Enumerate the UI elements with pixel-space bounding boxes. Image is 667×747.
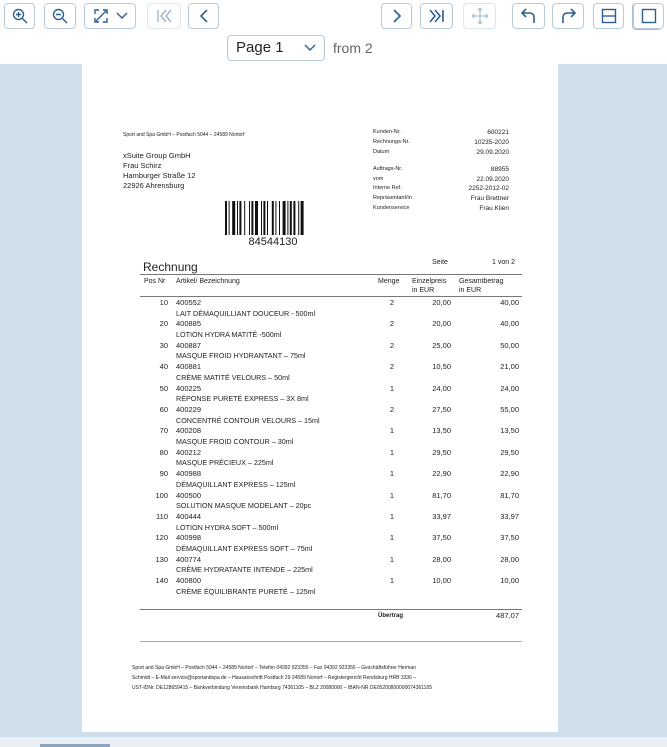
page-value: 1 von 2 (492, 259, 515, 266)
rotate-left-icon (520, 8, 538, 24)
barcode-bar (261, 201, 262, 235)
barcode-bar (275, 201, 276, 235)
first-page-button[interactable] (147, 3, 181, 29)
barcode-bar (237, 201, 238, 235)
cell-nr: 400881 (176, 362, 202, 372)
barcode-bar (263, 201, 265, 235)
cell-pos: 130 (155, 554, 168, 564)
zoom-out-button[interactable] (44, 3, 76, 29)
info-label: Interne Ref. (373, 185, 402, 191)
page-select[interactable] (227, 35, 325, 61)
cell-desc: MASQUE FROID CONTOUR – 30ml (176, 436, 294, 446)
single-view-button[interactable] (633, 3, 664, 29)
info-label: Kunden-Nr. (373, 129, 401, 135)
cell-desc: LOTION HYDRA MATITÉ -500ml (176, 329, 282, 339)
info-label: vom (373, 176, 384, 182)
footer-rule (140, 641, 522, 642)
cell-einzel: 81,70 (432, 490, 451, 500)
zoom-in-icon (12, 8, 28, 24)
footer-line: Sport and Spa GmbH – Postfach 5044 – 24589 Nortorf – Telefon 04392 923355 – Fax 04392 923356 – Geschäftsführer Herman (132, 665, 416, 671)
cell-gesamt: 33,97 (500, 512, 519, 521)
split-view-icon (601, 8, 617, 24)
cell-menge: 1 (389, 554, 394, 564)
cell-nr: 400885 (176, 319, 202, 329)
page-count-label: from 2 (333, 40, 373, 56)
zoom-out-icon (52, 8, 68, 24)
cell-gesamt: 29,50 (500, 447, 519, 457)
barcode-bar (290, 201, 292, 235)
cell-pos: 20 (159, 319, 168, 329)
recipient-line: 22926 Ahrensburg (123, 181, 185, 190)
cell-nr: 400552 (176, 298, 202, 307)
cell-desc: CONCENTRÉ CONTOUR VELOURS – 15ml (176, 415, 320, 425)
barcode-bar (229, 201, 230, 235)
move-icon (471, 7, 489, 25)
col-header-menge: Menge (378, 278, 400, 285)
cell-gesamt: 40,00 (500, 298, 519, 307)
cell-nr: 400998 (176, 533, 202, 543)
cell-pos: 140 (155, 576, 168, 586)
cell-nr: 400212 (176, 447, 202, 457)
cell-pos: 50 (159, 383, 168, 393)
rotate-right-icon (559, 8, 577, 24)
cell-gesamt: 50,00 (500, 340, 519, 350)
cell-einzel: 29,50 (432, 447, 451, 457)
sender-line: Sport and Spa GmbH – Postfach 5044 – 24589 Nortorf (123, 132, 245, 138)
invoice-title: Rechnung (143, 260, 198, 274)
cell-einzel: 25,00 (432, 340, 451, 350)
barcode-bar (272, 201, 274, 235)
cell-desc: RÉPONSE PURETÉ EXPRESS – 3X 8ml (176, 394, 309, 404)
cell-gesamt: 81,70 (500, 490, 519, 500)
chevron-left-icon (198, 8, 210, 24)
fit-page-dropdown[interactable] (84, 3, 136, 29)
next-page-button[interactable] (381, 3, 412, 29)
cell-gesamt: 21,00 (500, 362, 519, 372)
recipient-line: xSuite Group GmbH (123, 151, 191, 160)
info-label: Kundenservice (373, 205, 410, 211)
cell-nr: 400988 (176, 469, 202, 479)
header-rule (140, 296, 522, 297)
document-page (82, 64, 558, 732)
cell-menge: 2 (389, 340, 394, 350)
info-value: 88955 (490, 166, 509, 173)
pan-button[interactable] (463, 3, 496, 29)
header-rule (140, 274, 522, 275)
cell-gesamt: 37,50 (500, 533, 519, 543)
barcode-bar (283, 201, 286, 235)
horizontal-scrollbar[interactable] (0, 737, 667, 747)
info-value: 2252-2012-02 (468, 185, 509, 192)
uebertrag-label: Übertrag (378, 613, 404, 619)
cell-einzel: 13,50 (432, 426, 451, 436)
cell-menge: 1 (389, 533, 394, 543)
cell-gesamt: 10,00 (500, 576, 519, 586)
cell-gesamt: 40,00 (500, 319, 519, 329)
chevron-right-icon (391, 8, 403, 24)
info-value: 22.09.2020 (476, 176, 509, 183)
cell-einzel: 33,97 (432, 512, 451, 521)
rotate-right-button[interactable] (552, 3, 584, 29)
cell-nr: 400887 (176, 340, 202, 350)
cell-desc: CRÈME HYDRATANTE INTENDE – 225ml (176, 565, 313, 575)
recipient-line: Hamburger Straße 12 (123, 171, 196, 180)
cell-einzel: 24,00 (432, 383, 451, 393)
page-label: Seite (432, 259, 448, 266)
cell-einzel: 20,00 (432, 319, 451, 329)
info-label: Auftrags-Nr. (373, 166, 403, 172)
uebertrag-value: 487,07 (496, 611, 519, 620)
cell-menge: 1 (389, 447, 394, 457)
cell-einzel: 20,00 (432, 298, 451, 307)
cell-desc: CRÈME MATITÉ VELOURS – 50ml (176, 372, 290, 382)
barcode-bar (267, 201, 268, 235)
cell-menge: 1 (389, 490, 394, 500)
info-value: 10235-2020 (474, 139, 509, 146)
cell-menge: 1 (389, 469, 394, 479)
cell-menge: 1 (389, 576, 394, 586)
cell-nr: 400444 (176, 512, 202, 521)
col-header-einzel: in EUR (412, 287, 435, 294)
cell-gesamt: 13,50 (500, 426, 519, 436)
chevron-down-icon (116, 12, 128, 20)
col-header-pos: Pos Nr (144, 278, 166, 285)
barcode-bar (301, 201, 304, 235)
cell-einzel: 22,90 (432, 469, 451, 479)
recipient-line: Frau Schirz (123, 161, 162, 170)
info-value: 600221 (487, 129, 509, 136)
last-page-icon (428, 8, 446, 24)
info-value: Frau Brettner (470, 195, 509, 202)
cell-menge: 1 (389, 512, 394, 521)
cell-pos: 120 (155, 533, 168, 543)
barcode-bar (255, 201, 258, 235)
cell-nr: 400229 (176, 405, 202, 414)
barcode-bar (232, 201, 235, 235)
previous-page-button[interactable] (188, 3, 219, 29)
first-page-icon (155, 8, 173, 24)
cell-pos: 40 (159, 362, 168, 372)
barcode-bar (249, 201, 250, 235)
cell-menge: 1 (389, 383, 394, 393)
cell-pos: 30 (159, 340, 168, 350)
cell-nr: 400500 (176, 490, 202, 500)
barcode-bar (293, 201, 295, 235)
cell-gesamt: 55,00 (500, 405, 519, 414)
cell-desc: MASQUE FROID HYDRANTANT – 75ml (176, 351, 306, 361)
single-view-icon (641, 8, 657, 24)
cell-einzel: 10,50 (432, 362, 451, 372)
split-view-button[interactable] (593, 3, 624, 29)
barcode-bar (279, 201, 280, 235)
cell-menge: 2 (389, 405, 394, 414)
cell-nr: 400208 (176, 426, 202, 436)
last-page-button[interactable] (420, 3, 453, 29)
info-label: Rechnungs-Nr. (373, 139, 410, 145)
barcode-bar (298, 201, 299, 235)
cell-einzel: 27,50 (432, 405, 451, 414)
zoom-in-button[interactable] (4, 3, 35, 29)
expand-icon (92, 7, 110, 25)
cell-desc: MASQUE PRÉCIEUX – 225ml (176, 458, 274, 468)
cell-menge: 2 (389, 319, 394, 329)
cell-nr: 400774 (176, 554, 202, 564)
info-value: 29.09.2020 (476, 149, 509, 156)
cell-menge: 1 (389, 426, 394, 436)
cell-einzel: 37,50 (432, 533, 451, 543)
cell-menge: 2 (389, 298, 394, 307)
cell-pos: 60 (159, 405, 168, 414)
cell-einzel: 28,00 (432, 554, 451, 564)
cell-desc: DÉMAQUILLANT EXPRESS – 125ml (176, 479, 296, 489)
cell-gesamt: 24,00 (500, 383, 519, 393)
footer-line: Schmidt – E-Mail service@sportandspa.de – Hausanschrift Postfach 29 24589 Nortorf – Registergericht Rendsburg HRB 3336 – (132, 675, 417, 681)
barcode-number: 84544130 (248, 236, 298, 248)
cell-einzel: 10,00 (432, 576, 451, 586)
info-label: Datum (373, 149, 390, 155)
cell-gesamt: 22,90 (500, 469, 519, 479)
cell-desc: LOTION HYDRA SOFT – 500ml (176, 522, 279, 532)
chevron-down-icon (304, 44, 316, 52)
col-header-einzel: Einzelpreis (412, 278, 447, 285)
cell-pos: 70 (159, 426, 168, 436)
cell-desc: LAIT DÉMAQUILLIANT DOUCEUR - 500ml (176, 308, 316, 318)
col-header-gesamt: in EUR (459, 287, 482, 294)
barcode (225, 201, 325, 235)
barcode-bar (287, 201, 288, 235)
barcode-bar (225, 201, 227, 235)
col-header-artikel: Artikel/ Bezeichnung (176, 278, 240, 285)
cell-desc: CRÈME ÉQUILIBRANTE PURETÉ – 125ml (176, 586, 316, 596)
cell-desc: DÉMAQUILLANT EXPRESS SOFT – 75ml (176, 543, 313, 553)
cell-gesamt: 28,00 (500, 554, 519, 564)
cell-pos: 90 (159, 469, 168, 479)
footer-line: UST-IDNr. DE128659415 – Bankverbindung Vereinsbank Hamburg 74361105 – BLZ 20080000 – IBAN-NR DE05200800000074361105 (132, 685, 433, 691)
page-select-value: Page 1 (236, 39, 284, 56)
info-label: Repräsentant/in (373, 195, 412, 201)
cell-nr: 400800 (176, 576, 202, 586)
total-rule (140, 609, 522, 610)
cell-desc: SOLUTION MASQUE MODELANT – 20pc (176, 501, 312, 511)
barcode-bar (251, 201, 253, 235)
cell-pos: 110 (156, 512, 168, 521)
barcode-bar (244, 201, 245, 235)
cell-pos: 80 (159, 447, 168, 457)
cell-pos: 10 (159, 298, 168, 307)
barcode-bar (239, 201, 241, 235)
cell-menge: 2 (389, 362, 394, 372)
info-value: Frau Klien (479, 205, 509, 212)
cell-nr: 400225 (176, 383, 202, 393)
cell-pos: 100 (155, 490, 168, 500)
col-header-gesamt: Gesamtbetrag (459, 278, 504, 285)
rotate-left-button[interactable] (512, 3, 545, 29)
